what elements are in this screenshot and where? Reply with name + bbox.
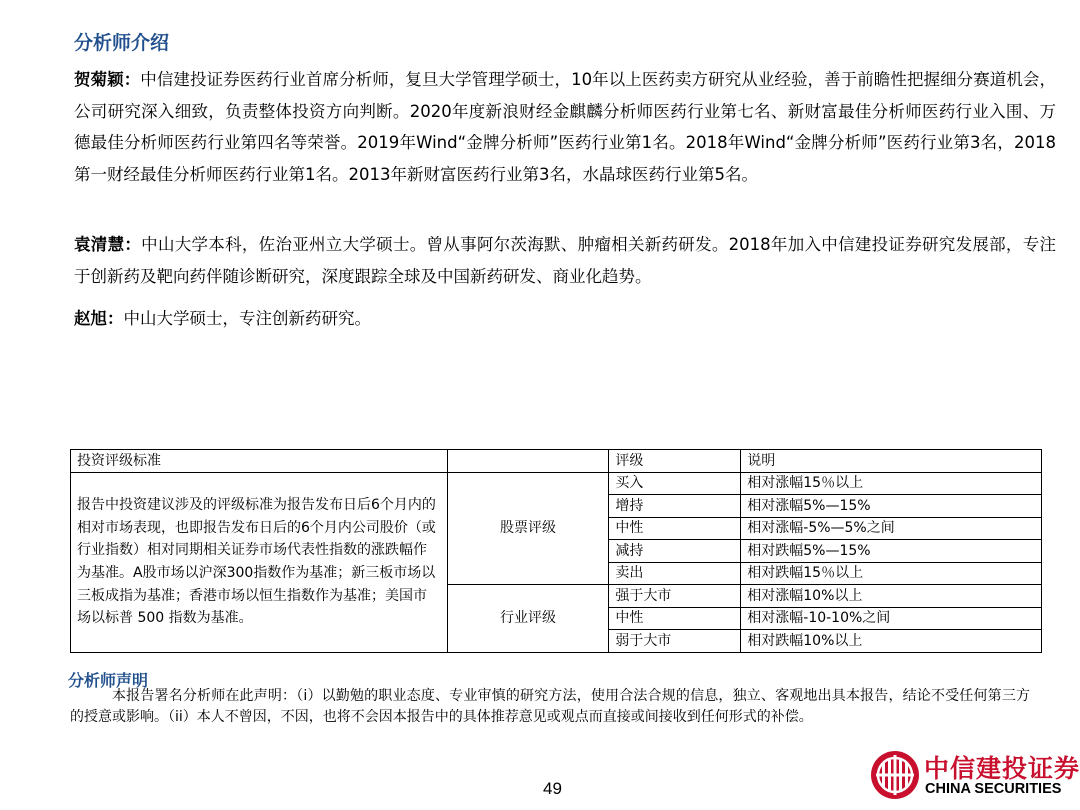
disclaimer-body: 本报告署名分析师在此声明：（i）以勤勉的职业态度、专业审慎的研究方法，使用合法合规的信息，独立、客观地出具本报告，结论不受任何第三方的授意或影响。（ii）本人不曾因，不因，也将不会因本报告中的具体推荐意见或观点而直接或间接收到任何形式的补偿。: [70, 688, 1030, 725]
rating-cell: 强于大市: [609, 585, 741, 608]
analyst-bio-1: [74, 64, 1056, 190]
rating-cell: 中性: [609, 607, 741, 630]
page-number: 49: [543, 779, 562, 798]
company-logo: [868, 745, 1080, 803]
logo-name-cn: 中信建投证券: [924, 754, 1080, 783]
rating-cell: 减持: [609, 540, 741, 563]
disclaimer-title: 分析师声明: [68, 671, 149, 690]
rating-standard-table: [70, 449, 1042, 653]
industry-rating-label: 行业评级: [447, 585, 609, 653]
table-row: [71, 472, 1042, 495]
explanation-cell: 相对涨幅5%—15%: [741, 495, 1042, 518]
explanation-cell: 相对涨幅-10-10%之间: [741, 607, 1042, 630]
analyst-name: 赵旭：: [74, 309, 124, 328]
rating-cell: 卖出: [609, 562, 741, 585]
explanation-cell: 相对涨幅-5%—5%之间: [741, 517, 1042, 540]
logo-name-en: CHINA SECURITIES: [925, 781, 1062, 797]
header-blank: [447, 450, 609, 473]
rating-cell: 中性: [609, 517, 741, 540]
explanation-cell: 相对涨幅15％以上: [741, 472, 1042, 495]
analyst-bio-text: 中山大学硕士，专注创新药研究。: [123, 309, 371, 328]
analyst-name: 贺菊颖：: [74, 70, 141, 89]
china-securities-emblem-icon: [868, 745, 922, 803]
header-rating: 评级: [609, 450, 741, 473]
rating-cell: 买入: [609, 472, 741, 495]
analyst-bio-text: 中山大学本科，佐治亚州立大学硕士。曾从事阿尔茨海默、肿瘤相关新药研发。2018年加入中信建投证券研究发展部，专注于创新药及靶向药伴随诊断研究，深度跟踪全球及中国新药研发、商业化趋势。: [74, 235, 1057, 286]
explanation-cell: 相对涨幅10%以上: [741, 585, 1042, 608]
stock-rating-label: 股票评级: [447, 472, 609, 585]
explanation-cell: 相对跌幅15％以上: [741, 562, 1042, 585]
analyst-bio-text: 中信建投证券医药行业首席分析师，复旦大学管理学硕士，10年以上医药卖方研究从业经验，善于前瞻性把握细分赛道机会，公司研究深入细致，负责整体投资方向判断。2020年度新浪财经金麒麟分析师医药行业第七名、新财富最佳分析师医药行业入围、万德最佳分析师医药行业第四名等荣誉。2019年Wind“金牌分析师”医药行业第1名。2018年Wind“金牌分析师”医药行业第3名，2018第一财经最佳分析师医药行业第1名。2013年新财富医药行业第3名，水晶球医药行业第5名。: [74, 70, 1057, 184]
header-explanation: 说明: [741, 450, 1042, 473]
header-standard: 投资评级标准: [71, 450, 448, 473]
rating-cell: 弱于大市: [609, 630, 741, 653]
analyst-bio-2: [74, 229, 1056, 292]
table-header-row: [71, 450, 1042, 473]
explanation-cell: 相对跌幅5%—15%: [741, 540, 1042, 563]
standard-description: 报告中投资建议涉及的评级标准为报告发布日后6个月内的相对市场表现，也即报告发布日后的6个月内公司股价（或行业指数）相对同期相关证券市场代表性指数的涨跌幅作为基准。A股市场以沪深300指数作为基准；新三板市场以三板成指为基准；香港市场以恒生指数作为基准；美国市场以标普 500 指数为基准。: [71, 472, 448, 652]
analyst-name: 袁清慧：: [74, 235, 142, 254]
analyst-bio-3: [74, 303, 1056, 335]
section-title-analyst-intro: 分析师介绍: [74, 32, 170, 54]
rating-cell: 增持: [609, 495, 741, 518]
explanation-cell: 相对跌幅10%以上: [741, 630, 1042, 653]
